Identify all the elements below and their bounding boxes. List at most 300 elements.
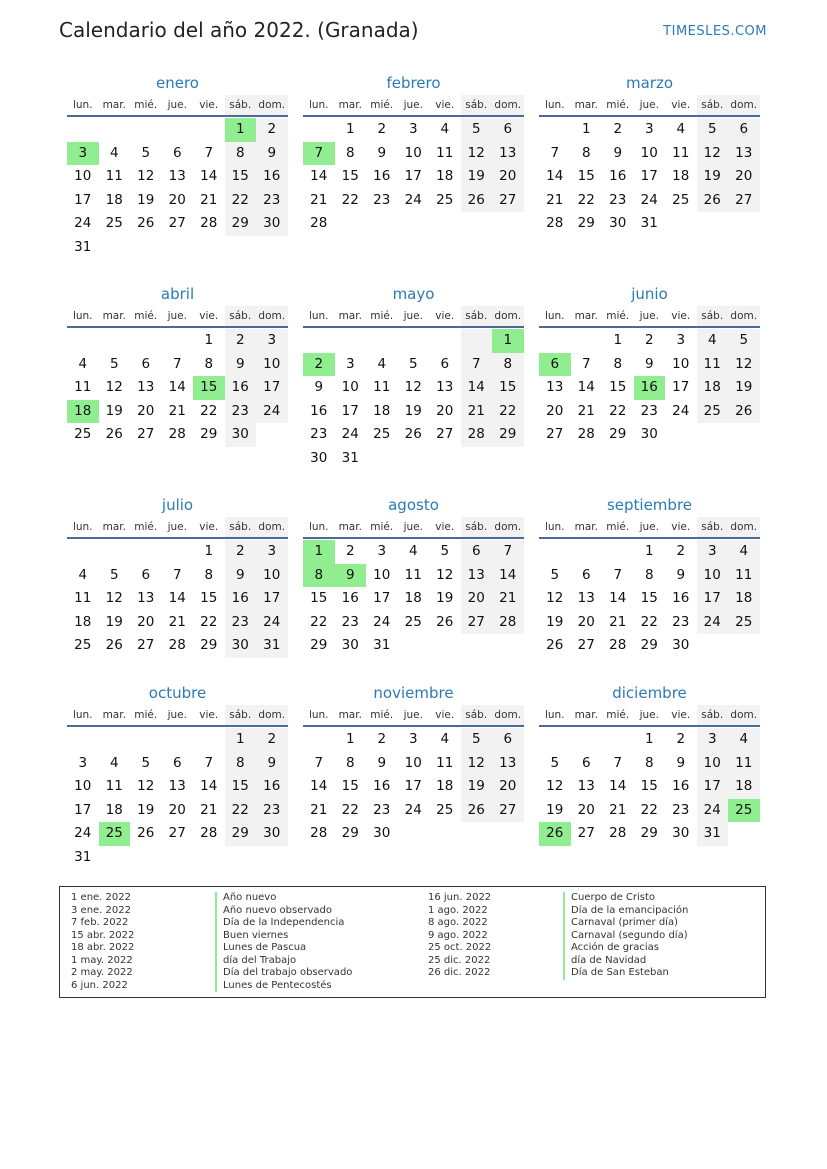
day-cell[interactable]: 9 <box>377 754 387 771</box>
day-cell[interactable]: 17 <box>341 402 359 419</box>
day-cell[interactable]: 13 <box>461 564 493 588</box>
day-cell[interactable]: 19 <box>105 613 123 630</box>
day-cell[interactable]: 26 <box>697 189 729 213</box>
day-cell[interactable]: 28 <box>200 825 218 842</box>
day-cell[interactable]: 15 <box>341 168 359 185</box>
day-cell[interactable]: 1 <box>345 121 355 137</box>
day-cell[interactable]: 6 <box>728 118 760 142</box>
day-cell[interactable]: 31 <box>373 637 391 654</box>
day-cell[interactable]: 22 <box>640 801 658 818</box>
day-cell[interactable]: 3 <box>644 121 654 137</box>
day-cell[interactable]: 18 <box>74 613 92 630</box>
day-cell[interactable]: 27 <box>137 637 155 654</box>
day-cell[interactable]: 23 <box>373 801 391 818</box>
day-cell[interactable]: 2 <box>225 329 257 353</box>
day-cell[interactable]: 10 <box>640 144 658 161</box>
day-cell[interactable]: 8 <box>613 355 623 372</box>
day-cell[interactable]: 11 <box>697 353 729 377</box>
day-cell[interactable]: 23 <box>310 426 328 443</box>
day-cell[interactable]: 9 <box>377 144 387 161</box>
day-cell[interactable]: 23 <box>640 402 658 419</box>
day-cell[interactable]: 20 <box>168 191 186 208</box>
day-cell[interactable]: 23 <box>373 191 391 208</box>
day-cell[interactable]: 9 <box>676 566 686 583</box>
day-cell[interactable]: 11 <box>436 144 454 161</box>
day-cell[interactable]: 22 <box>310 613 328 630</box>
day-cell[interactable]: 10 <box>341 379 359 396</box>
day-cell[interactable]: 5 <box>109 566 119 583</box>
day-cell[interactable]: 2 <box>256 728 288 752</box>
day-cell[interactable]: 12 <box>404 379 422 396</box>
day-cell[interactable]: 10 <box>672 355 690 372</box>
day-cell[interactable]: 21 <box>461 400 493 424</box>
day-cell[interactable]: 18 <box>404 590 422 607</box>
day-cell[interactable]: 24 <box>341 426 359 443</box>
day-cell[interactable]: 23 <box>256 799 288 823</box>
day-cell[interactable]: 10 <box>404 754 422 771</box>
day-cell[interactable]: 25 <box>436 191 454 208</box>
day-cell[interactable]: 14 <box>492 564 524 588</box>
day-cell[interactable]: 18 <box>105 191 123 208</box>
day-cell[interactable]: 3 <box>345 355 355 372</box>
day-cell[interactable]: 29 <box>577 215 595 232</box>
day-cell[interactable]: 6 <box>440 355 450 372</box>
day-cell[interactable]: 15 <box>492 376 524 400</box>
day-cell[interactable]: 3 <box>377 543 387 559</box>
day-cell[interactable]: 27 <box>137 426 155 443</box>
holiday-day-cell[interactable]: 26 <box>539 822 571 846</box>
day-cell[interactable]: 11 <box>74 590 92 607</box>
day-cell[interactable]: 11 <box>436 754 454 771</box>
day-cell[interactable]: 13 <box>492 142 524 166</box>
day-cell[interactable]: 23 <box>225 400 257 424</box>
day-cell[interactable]: 31 <box>74 848 92 865</box>
holiday-day-cell[interactable]: 2 <box>303 353 335 377</box>
day-cell[interactable]: 5 <box>141 144 151 161</box>
day-cell[interactable]: 6 <box>141 355 151 372</box>
day-cell[interactable]: 12 <box>546 778 564 795</box>
day-cell[interactable]: 20 <box>577 801 595 818</box>
day-cell[interactable]: 27 <box>728 189 760 213</box>
day-cell[interactable]: 13 <box>137 590 155 607</box>
day-cell[interactable]: 14 <box>461 376 493 400</box>
day-cell[interactable]: 22 <box>640 613 658 630</box>
day-cell[interactable]: 4 <box>109 144 119 161</box>
day-cell[interactable]: 9 <box>644 355 654 372</box>
day-cell[interactable]: 10 <box>697 752 729 776</box>
day-cell[interactable]: 29 <box>341 825 359 842</box>
day-cell[interactable]: 2 <box>377 731 387 747</box>
day-cell[interactable]: 30 <box>640 426 658 443</box>
day-cell[interactable]: 1 <box>644 731 654 747</box>
day-cell[interactable]: 4 <box>728 728 760 752</box>
day-cell[interactable]: 14 <box>168 590 186 607</box>
day-cell[interactable]: 24 <box>697 799 729 823</box>
day-cell[interactable]: 1 <box>644 543 654 559</box>
day-cell[interactable]: 8 <box>644 566 654 583</box>
day-cell[interactable]: 30 <box>609 215 627 232</box>
day-cell[interactable]: 19 <box>404 402 422 419</box>
day-cell[interactable]: 26 <box>546 637 564 654</box>
day-cell[interactable]: 18 <box>728 775 760 799</box>
day-cell[interactable]: 14 <box>577 379 595 396</box>
day-cell[interactable]: 29 <box>225 212 257 236</box>
holiday-day-cell[interactable]: 15 <box>193 376 225 400</box>
day-cell[interactable]: 26 <box>404 426 422 443</box>
day-cell[interactable]: 2 <box>377 121 387 137</box>
day-cell[interactable]: 30 <box>256 212 288 236</box>
day-cell[interactable]: 14 <box>200 778 218 795</box>
day-cell[interactable]: 11 <box>373 379 391 396</box>
day-cell[interactable]: 28 <box>461 423 493 447</box>
day-cell[interactable]: 13 <box>137 379 155 396</box>
day-cell[interactable]: 11 <box>728 752 760 776</box>
day-cell[interactable]: 27 <box>577 825 595 842</box>
day-cell[interactable]: 29 <box>609 426 627 443</box>
day-cell[interactable]: 14 <box>168 379 186 396</box>
day-cell[interactable]: 22 <box>341 191 359 208</box>
day-cell[interactable]: 12 <box>137 778 155 795</box>
day-cell[interactable]: 28 <box>168 637 186 654</box>
day-cell[interactable]: 17 <box>256 376 288 400</box>
day-cell[interactable]: 11 <box>105 778 123 795</box>
day-cell[interactable]: 26 <box>461 799 493 823</box>
day-cell[interactable]: 19 <box>546 613 564 630</box>
day-cell[interactable]: 22 <box>225 189 257 213</box>
day-cell[interactable]: 24 <box>373 613 391 630</box>
day-cell[interactable]: 19 <box>728 376 760 400</box>
day-cell[interactable]: 2 <box>256 118 288 142</box>
day-cell[interactable]: 5 <box>461 118 493 142</box>
day-cell[interactable]: 16 <box>373 168 391 185</box>
day-cell[interactable]: 9 <box>256 142 288 166</box>
day-cell[interactable]: 28 <box>310 825 328 842</box>
day-cell[interactable]: 16 <box>672 590 690 607</box>
day-cell[interactable]: 13 <box>168 778 186 795</box>
day-cell[interactable]: 20 <box>137 402 155 419</box>
holiday-day-cell[interactable]: 3 <box>67 142 99 166</box>
day-cell[interactable]: 16 <box>341 590 359 607</box>
day-cell[interactable]: 3 <box>697 540 729 564</box>
day-cell[interactable]: 27 <box>546 426 564 443</box>
day-cell[interactable]: 21 <box>168 613 186 630</box>
day-cell[interactable]: 15 <box>640 590 658 607</box>
day-cell[interactable]: 7 <box>172 566 182 583</box>
day-cell[interactable]: 28 <box>168 426 186 443</box>
day-cell[interactable]: 23 <box>256 189 288 213</box>
day-cell[interactable]: 19 <box>436 590 454 607</box>
day-cell[interactable]: 4 <box>78 355 88 372</box>
day-cell[interactable]: 15 <box>225 775 257 799</box>
day-cell[interactable]: 14 <box>310 778 328 795</box>
day-cell[interactable]: 12 <box>105 379 123 396</box>
day-cell[interactable]: 7 <box>314 754 324 771</box>
day-cell[interactable]: 15 <box>577 168 595 185</box>
day-cell[interactable]: 31 <box>74 238 92 255</box>
day-cell[interactable]: 3 <box>256 329 288 353</box>
day-cell[interactable]: 7 <box>204 754 214 771</box>
day-cell[interactable]: 6 <box>141 566 151 583</box>
day-cell[interactable]: 6 <box>172 144 182 161</box>
day-cell[interactable]: 21 <box>168 402 186 419</box>
day-cell[interactable]: 8 <box>204 566 214 583</box>
day-cell[interactable]: 17 <box>640 168 658 185</box>
holiday-day-cell[interactable]: 9 <box>335 564 367 588</box>
day-cell[interactable]: 17 <box>74 801 92 818</box>
day-cell[interactable]: 18 <box>672 168 690 185</box>
day-cell[interactable]: 1 <box>225 728 257 752</box>
day-cell[interactable]: 5 <box>550 754 560 771</box>
day-cell[interactable]: 8 <box>345 754 355 771</box>
day-cell[interactable]: 12 <box>436 566 454 583</box>
day-cell[interactable]: 16 <box>225 587 257 611</box>
day-cell[interactable]: 16 <box>609 168 627 185</box>
day-cell[interactable]: 31 <box>697 822 729 846</box>
day-cell[interactable]: 25 <box>728 611 760 635</box>
day-cell[interactable]: 1 <box>581 121 591 137</box>
day-cell[interactable]: 4 <box>377 355 387 372</box>
holiday-day-cell[interactable]: 7 <box>303 142 335 166</box>
day-cell[interactable]: 17 <box>672 379 690 396</box>
day-cell[interactable]: 4 <box>440 121 450 137</box>
day-cell[interactable]: 20 <box>137 613 155 630</box>
day-cell[interactable]: 8 <box>581 144 591 161</box>
day-cell[interactable]: 26 <box>137 215 155 232</box>
day-cell[interactable]: 20 <box>461 587 493 611</box>
day-cell[interactable]: 10 <box>74 778 92 795</box>
day-cell[interactable]: 29 <box>492 423 524 447</box>
day-cell[interactable]: 7 <box>204 144 214 161</box>
day-cell[interactable]: 30 <box>256 822 288 846</box>
day-cell[interactable]: 3 <box>676 332 686 348</box>
day-cell[interactable]: 22 <box>200 613 218 630</box>
day-cell[interactable]: 6 <box>172 754 182 771</box>
day-cell[interactable]: 5 <box>697 118 729 142</box>
day-cell[interactable]: 14 <box>546 168 564 185</box>
day-cell[interactable]: 27 <box>461 611 493 635</box>
day-cell[interactable]: 1 <box>204 543 214 559</box>
day-cell[interactable]: 12 <box>461 752 493 776</box>
day-cell[interactable]: 22 <box>341 801 359 818</box>
holiday-day-cell[interactable]: 1 <box>492 329 524 353</box>
day-cell[interactable]: 21 <box>609 801 627 818</box>
day-cell[interactable]: 30 <box>225 634 257 658</box>
day-cell[interactable]: 21 <box>310 191 328 208</box>
day-cell[interactable]: 2 <box>676 731 686 747</box>
day-cell[interactable]: 21 <box>492 587 524 611</box>
day-cell[interactable]: 4 <box>440 731 450 747</box>
day-cell[interactable]: 6 <box>581 754 591 771</box>
holiday-day-cell[interactable]: 6 <box>539 353 571 377</box>
day-cell[interactable]: 11 <box>728 564 760 588</box>
day-cell[interactable]: 24 <box>404 801 422 818</box>
day-cell[interactable]: 12 <box>728 353 760 377</box>
day-cell[interactable]: 15 <box>609 379 627 396</box>
day-cell[interactable]: 22 <box>492 400 524 424</box>
day-cell[interactable]: 6 <box>492 118 524 142</box>
day-cell[interactable]: 15 <box>225 165 257 189</box>
day-cell[interactable]: 7 <box>581 355 591 372</box>
day-cell[interactable]: 24 <box>74 215 92 232</box>
day-cell[interactable]: 8 <box>492 353 524 377</box>
day-cell[interactable]: 14 <box>200 168 218 185</box>
day-cell[interactable]: 26 <box>436 613 454 630</box>
day-cell[interactable]: 19 <box>137 801 155 818</box>
day-cell[interactable]: 16 <box>225 376 257 400</box>
day-cell[interactable]: 20 <box>436 402 454 419</box>
day-cell[interactable]: 29 <box>225 822 257 846</box>
day-cell[interactable]: 19 <box>697 165 729 189</box>
day-cell[interactable]: 25 <box>74 426 92 443</box>
day-cell[interactable]: 10 <box>256 353 288 377</box>
holiday-day-cell[interactable]: 1 <box>303 540 335 564</box>
day-cell[interactable]: 29 <box>200 637 218 654</box>
day-cell[interactable]: 29 <box>640 825 658 842</box>
day-cell[interactable]: 12 <box>137 168 155 185</box>
day-cell[interactable]: 24 <box>640 191 658 208</box>
day-cell[interactable]: 7 <box>172 355 182 372</box>
day-cell[interactable]: 1 <box>204 332 214 348</box>
day-cell[interactable]: 22 <box>609 402 627 419</box>
day-cell[interactable]: 21 <box>577 402 595 419</box>
day-cell[interactable]: 29 <box>200 426 218 443</box>
day-cell[interactable]: 25 <box>436 801 454 818</box>
day-cell[interactable]: 13 <box>546 379 564 396</box>
day-cell[interactable]: 4 <box>697 329 729 353</box>
day-cell[interactable]: 14 <box>609 590 627 607</box>
day-cell[interactable]: 12 <box>546 590 564 607</box>
day-cell[interactable]: 9 <box>225 353 257 377</box>
day-cell[interactable]: 17 <box>404 778 422 795</box>
day-cell[interactable]: 3 <box>78 754 88 771</box>
holiday-day-cell[interactable]: 1 <box>225 118 257 142</box>
holiday-day-cell[interactable]: 25 <box>728 799 760 823</box>
day-cell[interactable]: 5 <box>440 543 450 559</box>
day-cell[interactable]: 20 <box>728 165 760 189</box>
day-cell[interactable]: 10 <box>373 566 391 583</box>
day-cell[interactable]: 5 <box>141 754 151 771</box>
holiday-day-cell[interactable]: 25 <box>99 822 131 846</box>
day-cell[interactable]: 7 <box>550 144 560 161</box>
day-cell[interactable]: 28 <box>546 215 564 232</box>
day-cell[interactable]: 11 <box>105 168 123 185</box>
day-cell[interactable]: 19 <box>546 801 564 818</box>
day-cell[interactable]: 23 <box>609 191 627 208</box>
day-cell[interactable]: 20 <box>492 165 524 189</box>
day-cell[interactable]: 13 <box>168 168 186 185</box>
day-cell[interactable]: 25 <box>373 426 391 443</box>
day-cell[interactable]: 18 <box>728 587 760 611</box>
day-cell[interactable]: 30 <box>341 637 359 654</box>
day-cell[interactable]: 25 <box>697 400 729 424</box>
day-cell[interactable]: 28 <box>577 426 595 443</box>
day-cell[interactable]: 10 <box>74 168 92 185</box>
day-cell[interactable]: 13 <box>728 142 760 166</box>
day-cell[interactable]: 9 <box>676 754 686 771</box>
day-cell[interactable]: 17 <box>404 168 422 185</box>
day-cell[interactable]: 30 <box>672 637 690 654</box>
day-cell[interactable]: 22 <box>577 191 595 208</box>
day-cell[interactable]: 28 <box>310 215 328 232</box>
day-cell[interactable]: 5 <box>408 355 418 372</box>
holiday-day-cell[interactable]: 16 <box>634 376 666 400</box>
day-cell[interactable]: 16 <box>256 775 288 799</box>
day-cell[interactable]: 15 <box>341 778 359 795</box>
day-cell[interactable]: 25 <box>105 215 123 232</box>
day-cell[interactable]: 24 <box>697 611 729 635</box>
day-cell[interactable]: 26 <box>105 637 123 654</box>
day-cell[interactable]: 30 <box>310 449 328 466</box>
day-cell[interactable]: 18 <box>373 402 391 419</box>
day-cell[interactable]: 31 <box>256 634 288 658</box>
day-cell[interactable]: 26 <box>105 426 123 443</box>
day-cell[interactable]: 26 <box>728 400 760 424</box>
day-cell[interactable]: 22 <box>200 402 218 419</box>
brand-logo[interactable]: TIMESLES.COM <box>663 24 767 39</box>
day-cell[interactable]: 4 <box>78 566 88 583</box>
day-cell[interactable]: 21 <box>200 191 218 208</box>
day-cell[interactable]: 30 <box>225 423 257 447</box>
day-cell[interactable]: 31 <box>640 215 658 232</box>
day-cell[interactable]: 5 <box>728 329 760 353</box>
day-cell[interactable]: 17 <box>74 191 92 208</box>
day-cell[interactable]: 30 <box>373 825 391 842</box>
day-cell[interactable]: 4 <box>109 754 119 771</box>
day-cell[interactable]: 17 <box>373 590 391 607</box>
day-cell[interactable]: 25 <box>74 637 92 654</box>
day-cell[interactable]: 18 <box>436 168 454 185</box>
day-cell[interactable]: 26 <box>137 825 155 842</box>
day-cell[interactable]: 27 <box>492 799 524 823</box>
day-cell[interactable]: 23 <box>341 613 359 630</box>
day-cell[interactable]: 12 <box>461 142 493 166</box>
day-cell[interactable]: 9 <box>613 144 623 161</box>
day-cell[interactable]: 25 <box>672 191 690 208</box>
day-cell[interactable]: 24 <box>672 402 690 419</box>
day-cell[interactable]: 8 <box>225 752 257 776</box>
day-cell[interactable]: 4 <box>728 540 760 564</box>
day-cell[interactable]: 28 <box>492 611 524 635</box>
day-cell[interactable]: 24 <box>256 611 288 635</box>
day-cell[interactable]: 7 <box>613 754 623 771</box>
day-cell[interactable]: 31 <box>341 449 359 466</box>
day-cell[interactable]: 8 <box>225 142 257 166</box>
day-cell[interactable]: 8 <box>644 754 654 771</box>
day-cell[interactable]: 12 <box>105 590 123 607</box>
day-cell[interactable]: 15 <box>310 590 328 607</box>
day-cell[interactable]: 13 <box>577 590 595 607</box>
day-cell[interactable]: 27 <box>168 215 186 232</box>
day-cell[interactable]: 2 <box>644 332 654 348</box>
day-cell[interactable]: 9 <box>314 379 324 396</box>
day-cell[interactable]: 23 <box>225 611 257 635</box>
day-cell[interactable]: 7 <box>492 540 524 564</box>
day-cell[interactable]: 1 <box>613 332 623 348</box>
day-cell[interactable]: 10 <box>697 564 729 588</box>
day-cell[interactable]: 17 <box>697 775 729 799</box>
day-cell[interactable]: 18 <box>105 801 123 818</box>
day-cell[interactable]: 23 <box>672 801 690 818</box>
day-cell[interactable]: 13 <box>436 379 454 396</box>
day-cell[interactable]: 24 <box>74 825 92 842</box>
day-cell[interactable]: 29 <box>310 637 328 654</box>
day-cell[interactable]: 11 <box>672 144 690 161</box>
holiday-day-cell[interactable]: 8 <box>303 564 335 588</box>
holiday-day-cell[interactable]: 18 <box>67 400 99 424</box>
day-cell[interactable]: 16 <box>373 778 391 795</box>
day-cell[interactable]: 25 <box>404 613 422 630</box>
day-cell[interactable]: 27 <box>168 825 186 842</box>
